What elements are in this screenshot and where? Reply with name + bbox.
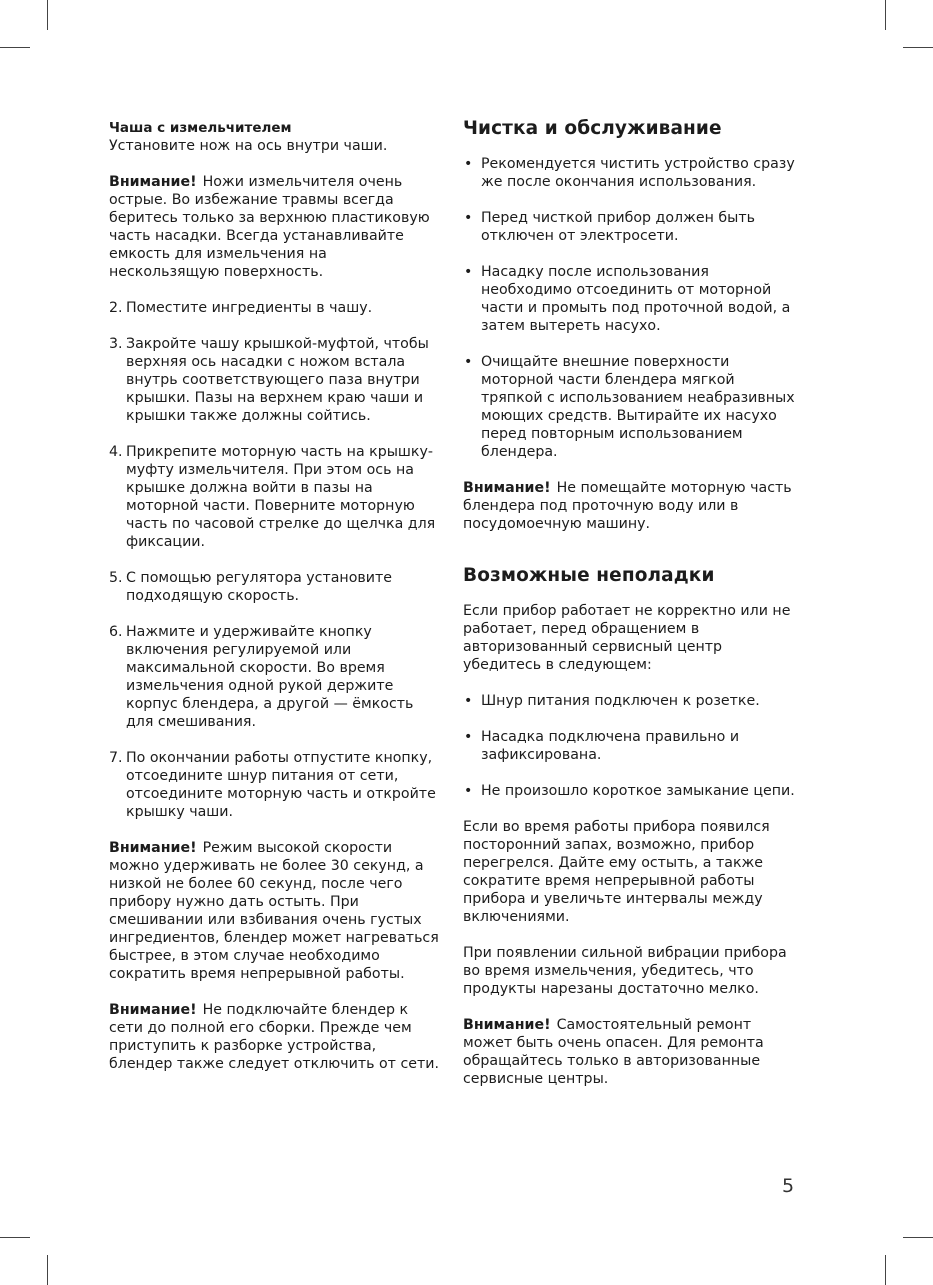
crop-mark xyxy=(903,47,933,48)
step-text: Закройте чашу крышкой-муфтой, чтобы верхняя ось насадки с ножом встала внутрь соответствующего паза внутри крышки. Пазы на верхнем краю чаши и крышки также должны сойтись. xyxy=(126,336,429,424)
warning-paragraph xyxy=(109,1001,439,1073)
step-text: Прикрепите моторную часть на крышку-муфту измельчителя. При этом ось на крышке должна войти в пазы на моторной части. Поверните моторную часть по часовой стрелке до щелчка для фиксации. xyxy=(126,444,436,550)
crop-mark xyxy=(885,1255,886,1285)
bullet-icon: • xyxy=(464,156,473,172)
bullet-item xyxy=(463,728,798,764)
warning-text: Не подключайте блендер к сети до полной его сборки. Прежде чем приступить к разборке устройства, блендер также следует отключить от сети. xyxy=(109,1002,439,1072)
bullet-item xyxy=(463,209,798,245)
bullet-text: Насадку после использования необходимо отсоединить от моторной части и промыть под проточной водой, а затем вытереть насухо. xyxy=(481,264,791,334)
right-column xyxy=(463,118,798,1106)
warning-text: Не помещайте моторную часть блендера под проточную воду или в посудомоечную машину. xyxy=(463,480,792,532)
step-text: Нажмите и удерживайте кнопку включения регулируемой или максимальной скорости. Во время измельчения одной рукой держите корпус блендера, а другой — ёмкость для смешивания. xyxy=(126,624,414,730)
warning-text: Режим высокой скорости можно удерживать не более 30 секунд, а низкой не более 60 секунд, после чего прибору нужно дать остыть. При смешивании или взбивания очень густых ингредиентов, блендер может нагреваться быстрее, в этом случае необходимо сократить время непрерывной работы. xyxy=(109,840,439,982)
step-item xyxy=(109,299,439,317)
crop-mark xyxy=(0,47,30,48)
warning-label: Внимание! xyxy=(109,174,197,190)
bullet-item xyxy=(463,353,798,461)
bullet-icon: • xyxy=(464,729,473,745)
step-text: По окончании работы отпустите кнопку, отсоедините шнур питания от сети, отсоедините моторную часть и откройте крышку чаши. xyxy=(126,750,436,820)
step-number: 6. xyxy=(109,624,123,640)
bullet-item xyxy=(463,263,798,335)
bullet-text: Не произошло короткое замыкание цепи. xyxy=(481,783,795,799)
step-number: 3. xyxy=(109,336,123,352)
bullet-icon: • xyxy=(464,354,473,370)
section-subheading: Чаша с измельчителем xyxy=(109,120,292,136)
bullet-text: Насадка подключена правильно и зафиксирована. xyxy=(481,729,740,763)
step-number: 4. xyxy=(109,444,123,460)
warning-paragraph xyxy=(109,839,439,983)
step-item xyxy=(109,569,439,605)
warning-paragraph xyxy=(463,1016,798,1088)
body-paragraph: При появлении сильной вибрации прибора во время измельчения, убедитесь, что продукты нарезаны достаточно мелко. xyxy=(463,945,787,997)
bullet-icon: • xyxy=(464,210,473,226)
crop-mark xyxy=(47,0,48,30)
section-heading-cleaning: Чистка и обслуживание xyxy=(463,118,722,139)
warning-paragraph xyxy=(109,173,439,281)
body-paragraph: Если во время работы прибора появился посторонний запах, возможно, прибор перегрелся. Дайте ему остыть, а также сократите время непрерывной работы прибора и увеличьте интервалы между включениями. xyxy=(463,819,770,925)
warning-label: Внимание! xyxy=(109,1002,197,1018)
bullet-text: Перед чисткой прибор должен быть отключен от электросети. xyxy=(481,210,755,244)
warning-text: Самостоятельный ремонт может быть очень опасен. Для ремонта обращайтесь только в авторизованные сервисные центры. xyxy=(463,1017,764,1087)
crop-mark xyxy=(47,1255,48,1285)
bullet-icon: • xyxy=(464,783,473,799)
bullet-text: Очищайте внешние поверхности моторной части блендера мягкой тряпкой с использованием неабразивных моющих средств. Вытирайте их насухо перед повторным использованием блендера. xyxy=(481,354,795,460)
page-number: 5 xyxy=(782,1175,795,1197)
bullet-text: Шнур питания подключен к розетке. xyxy=(481,693,760,709)
crop-mark xyxy=(903,1237,933,1238)
step-number: 5. xyxy=(109,570,123,586)
bullet-item xyxy=(463,782,798,800)
step-item xyxy=(109,443,439,551)
step-text: С помощью регулятора установите подходящую скорость. xyxy=(126,570,392,604)
bullet-icon: • xyxy=(464,264,473,280)
crop-mark xyxy=(885,0,886,30)
warning-label: Внимание! xyxy=(109,840,197,856)
bullet-icon: • xyxy=(464,693,473,709)
bullet-text: Рекомендуется чистить устройство сразу же после окончания использования. xyxy=(481,156,795,190)
step-number: 7. xyxy=(109,750,123,766)
step-number: 2. xyxy=(109,300,123,316)
step-text: Поместите ингредиенты в чашу. xyxy=(126,300,373,316)
warning-label: Внимание! xyxy=(463,1017,551,1033)
bullet-item xyxy=(463,692,798,710)
warning-label: Внимание! xyxy=(463,480,551,496)
step-item xyxy=(109,749,439,821)
step-item xyxy=(109,623,439,731)
bullet-item xyxy=(463,155,798,191)
step-item xyxy=(109,335,439,425)
intro-text: Если прибор работает не корректно или не работает, перед обращением в авторизованный сервисный центр убедитесь в следующем: xyxy=(463,603,791,673)
warning-text: Ножи измельчителя очень острые. Во избежание травмы всегда беритесь только за верхнюю пластиковую часть насадки. Всегда устанавливайте емкость для измельчения на нескользящую поверхность. xyxy=(109,174,430,280)
section-heading-troubleshooting: Возможные неполадки xyxy=(463,565,715,586)
warning-paragraph xyxy=(463,479,798,533)
intro-text: Установите нож на ось внутри чаши. xyxy=(109,138,388,154)
crop-mark xyxy=(0,1237,30,1238)
left-column xyxy=(109,118,439,1091)
